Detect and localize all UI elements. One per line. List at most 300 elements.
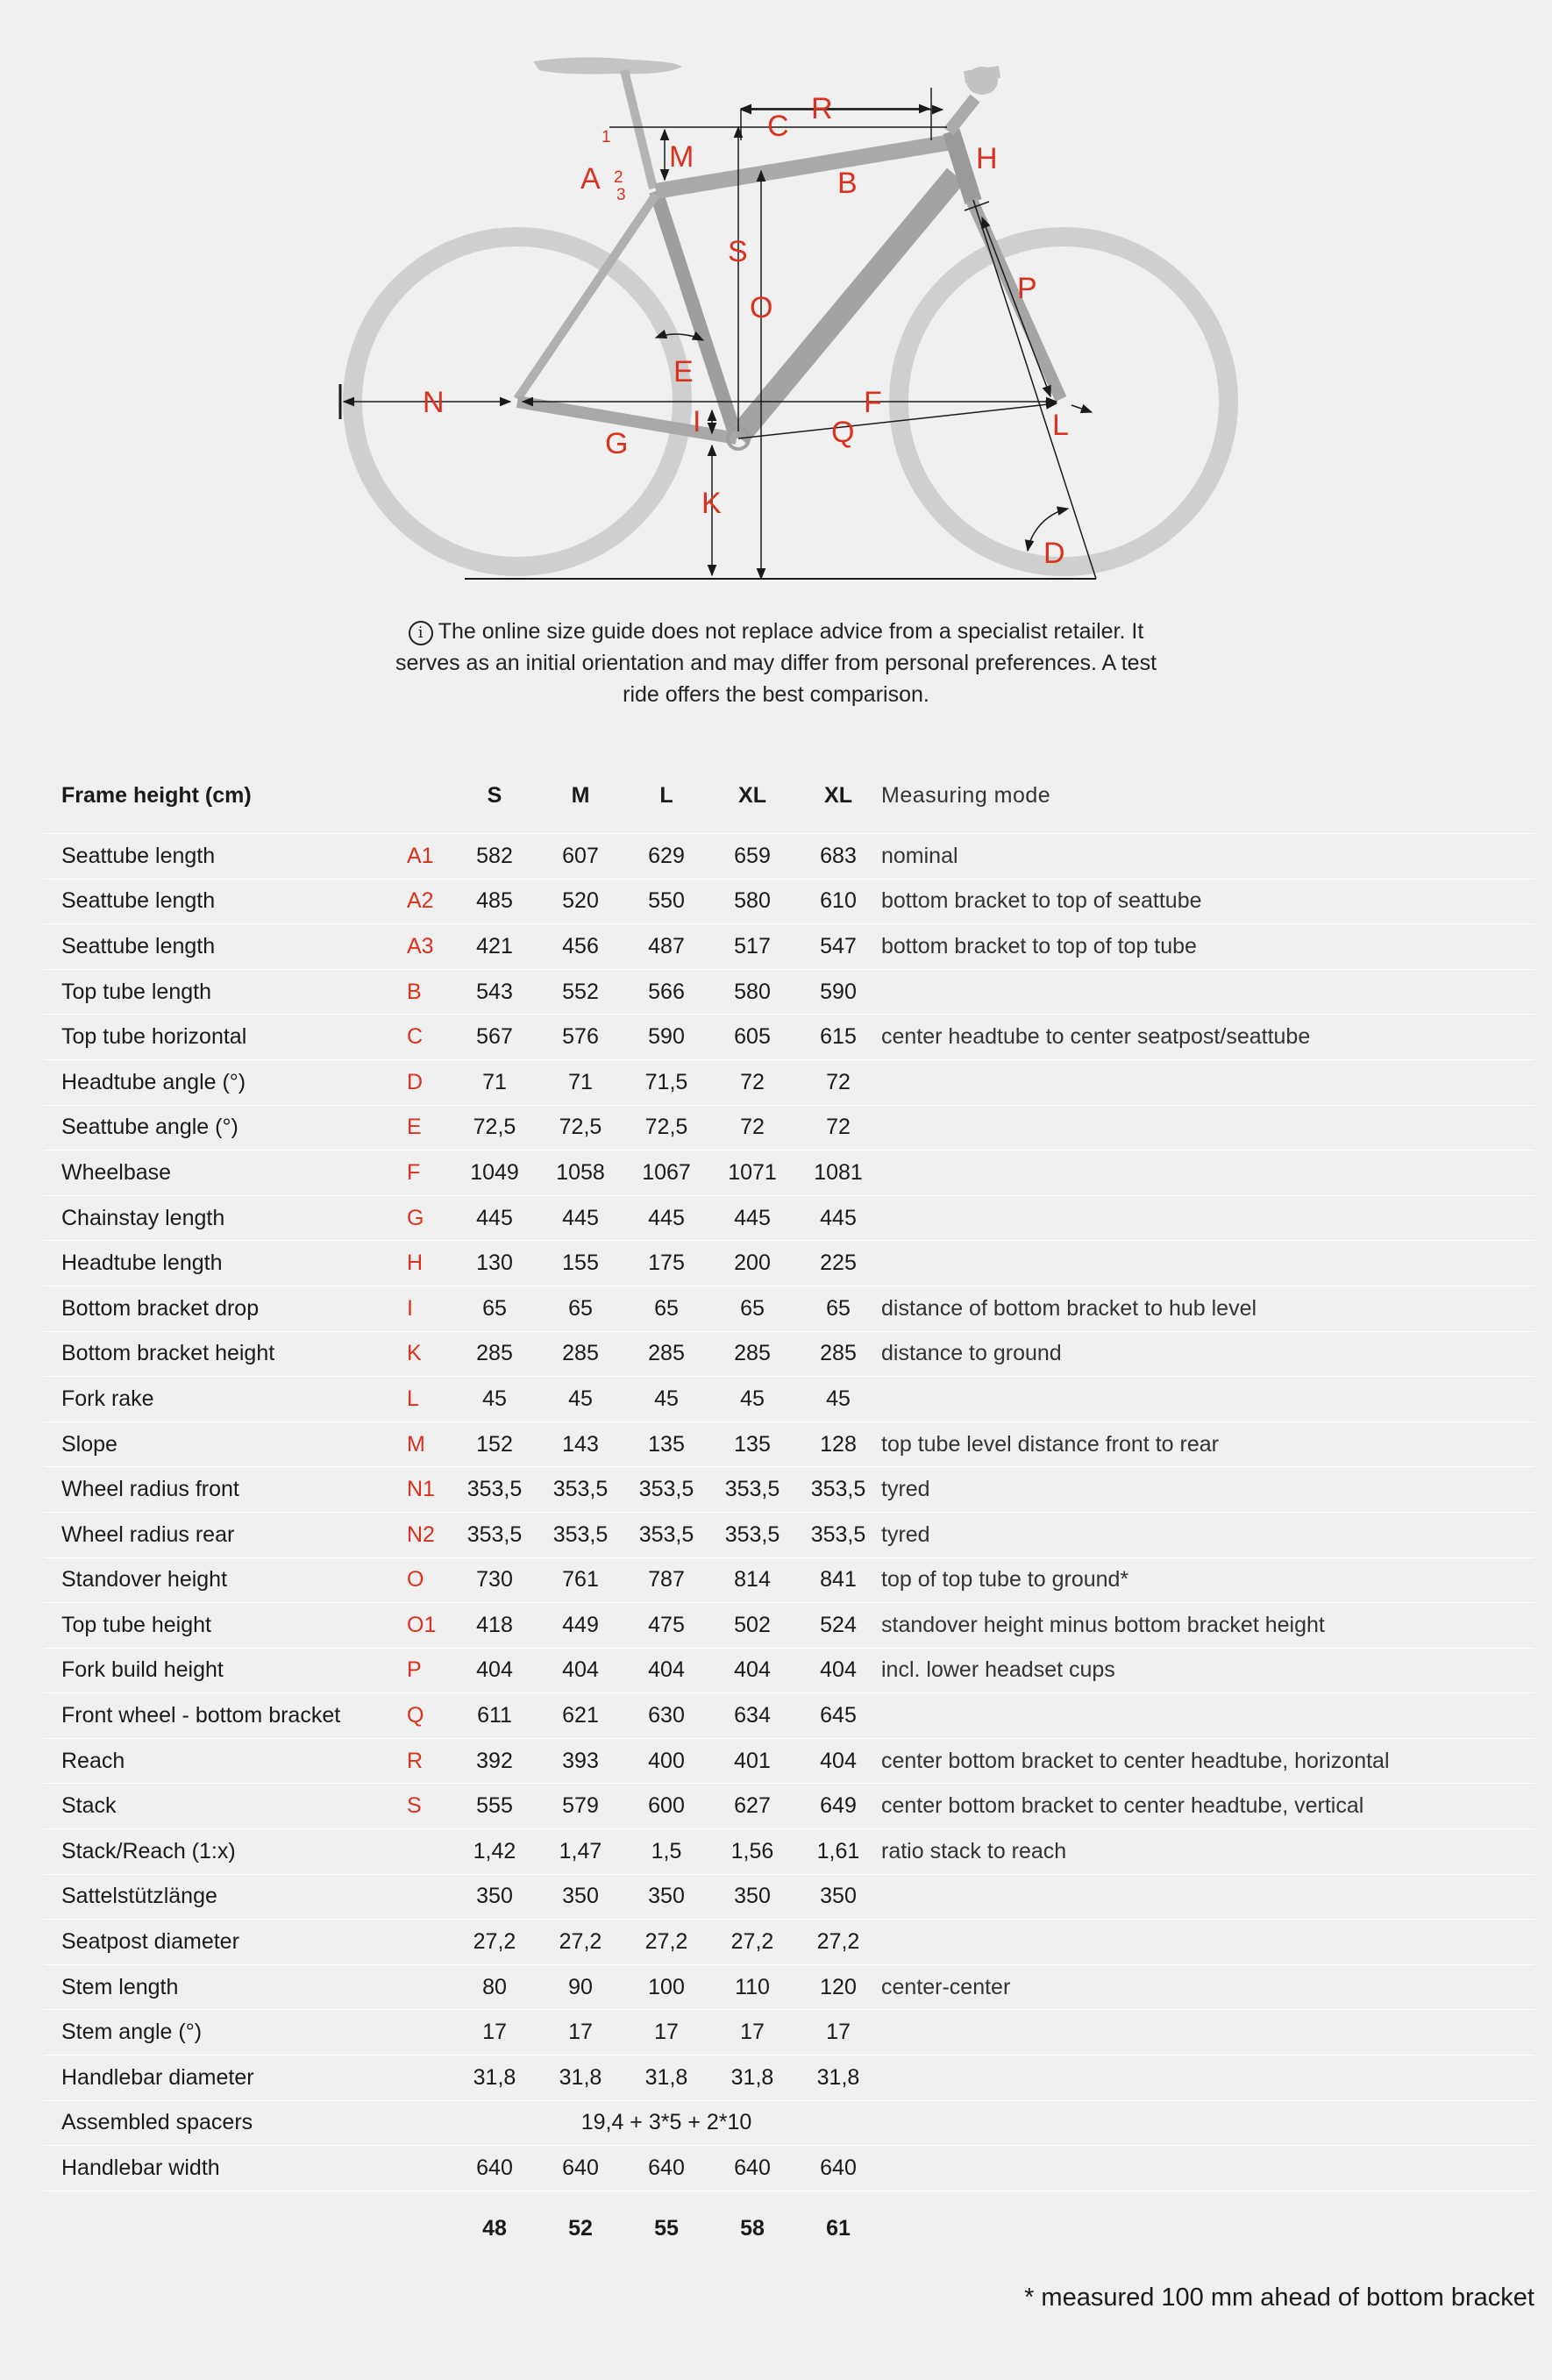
row-value: 65 xyxy=(538,1286,623,1331)
table-header-row xyxy=(44,758,1534,834)
row-label: Top tube horizontal xyxy=(44,1015,395,1060)
row-measuring-mode: distance of bottom bracket to hub level xyxy=(881,1286,1534,1331)
row-value: 27,2 xyxy=(452,1920,538,1965)
row-value: 1,56 xyxy=(709,1829,795,1875)
row-code: I xyxy=(395,1286,452,1331)
row-code: N2 xyxy=(395,1512,452,1557)
row-value: 683 xyxy=(795,834,881,880)
row-value: 392 xyxy=(452,1738,538,1784)
row-label: Handlebar diameter xyxy=(44,2056,395,2101)
table-row xyxy=(44,1015,1534,1060)
row-value: 65 xyxy=(795,1286,881,1331)
row-code: K xyxy=(395,1331,452,1377)
row-value: 1,42 xyxy=(452,1829,538,1875)
row-value: 576 xyxy=(538,1015,623,1060)
row-value: 640 xyxy=(795,2146,881,2191)
row-value: 1,5 xyxy=(623,1829,709,1875)
label-l: L xyxy=(1052,409,1069,442)
row-value: 353,5 xyxy=(452,1512,538,1557)
row-label: Top tube height xyxy=(44,1603,395,1649)
header-size: S xyxy=(487,782,502,808)
row-measuring-mode: bottom bracket to top of top tube xyxy=(881,924,1534,970)
row-code xyxy=(395,2146,452,2191)
notice-text: The online size guide does not replace advice from a specialist retailer. It serves as an initial orientation and may differ from personal preferences. A test ride offers the best comparison. xyxy=(395,619,1157,707)
table-row xyxy=(44,1603,1534,1649)
row-label: Wheel radius front xyxy=(44,1467,395,1513)
row-code xyxy=(395,1920,452,1965)
row-value: 353,5 xyxy=(709,1467,795,1513)
label-m: M xyxy=(669,140,694,174)
row-measuring-mode: incl. lower headset cups xyxy=(881,1648,1534,1693)
row-value: 1071 xyxy=(709,1151,795,1196)
row-value: 630 xyxy=(623,1693,709,1739)
row-value: 418 xyxy=(452,1603,538,1649)
row-label: Seattube length xyxy=(44,879,395,924)
row-value: 353,5 xyxy=(538,1467,623,1513)
row-label: Assembled spacers xyxy=(44,2100,395,2146)
row-value: 400 xyxy=(623,1738,709,1784)
row-measuring-mode xyxy=(881,1105,1534,1151)
row-code: F xyxy=(395,1151,452,1196)
row-code: A3 xyxy=(395,924,452,970)
table-row xyxy=(44,2010,1534,2056)
row-value: 72,5 xyxy=(623,1105,709,1151)
label-o: O xyxy=(750,291,773,324)
row-code: S xyxy=(395,1784,452,1829)
row-value: 17 xyxy=(623,2010,709,2056)
row-label: Handlebar width xyxy=(44,2146,395,2191)
row-measuring-mode xyxy=(881,1241,1534,1286)
row-value: 552 xyxy=(538,969,623,1015)
table-row xyxy=(44,1241,1534,1286)
row-code xyxy=(395,2056,452,2101)
table-row xyxy=(44,1784,1534,1829)
row-value: 65 xyxy=(623,1286,709,1331)
label-b: B xyxy=(837,167,858,200)
row-label: Headtube length xyxy=(44,1241,395,1286)
row-value: 350 xyxy=(795,1874,881,1920)
row-code: R xyxy=(395,1738,452,1784)
row-value: 155 xyxy=(538,1241,623,1286)
row-measuring-mode xyxy=(881,2056,1534,2101)
row-value: 393 xyxy=(538,1738,623,1784)
row-value: 621 xyxy=(538,1693,623,1739)
bike-geometry-diagram xyxy=(0,0,1552,596)
row-measuring-mode xyxy=(881,2010,1534,2056)
row-code: A2 xyxy=(395,879,452,924)
row-label: Sattelstützlänge xyxy=(44,1874,395,1920)
row-value: 285 xyxy=(623,1331,709,1377)
row-label: Top tube length xyxy=(44,969,395,1015)
row-value: 100 xyxy=(623,1964,709,2010)
label-h: H xyxy=(976,142,998,175)
row-value: 524 xyxy=(795,1603,881,1649)
row-code: B xyxy=(395,969,452,1015)
header-size: L xyxy=(659,782,673,808)
row-code: A1 xyxy=(395,834,452,880)
row-value: 543 xyxy=(452,969,538,1015)
row-value: 487 xyxy=(623,924,709,970)
table-row xyxy=(44,1648,1534,1693)
row-value: 285 xyxy=(452,1331,538,1377)
label-a-3: 3 xyxy=(616,186,626,204)
row-value: 547 xyxy=(795,924,881,970)
table-row xyxy=(44,969,1534,1015)
row-label: Seattube length xyxy=(44,924,395,970)
row-value: 135 xyxy=(709,1422,795,1467)
table-row xyxy=(44,2146,1534,2191)
row-label: Headtube angle (°) xyxy=(44,1059,395,1105)
label-k: K xyxy=(701,487,722,520)
row-value: 31,8 xyxy=(452,2056,538,2101)
row-measuring-mode xyxy=(881,1693,1534,1739)
row-value: 353,5 xyxy=(623,1512,709,1557)
row-value: 404 xyxy=(452,1648,538,1693)
row-value: 17 xyxy=(538,2010,623,2056)
row-code xyxy=(395,1964,452,2010)
row-value: 130 xyxy=(452,1241,538,1286)
row-measuring-mode xyxy=(881,2100,1534,2146)
row-code xyxy=(395,1874,452,1920)
row-value: 555 xyxy=(452,1784,538,1829)
row-label: Wheel radius rear xyxy=(44,1512,395,1557)
row-value: 350 xyxy=(452,1874,538,1920)
row-value: 600 xyxy=(623,1784,709,1829)
saddle xyxy=(533,57,682,74)
row-value: 627 xyxy=(709,1784,795,1829)
row-value: 27,2 xyxy=(709,1920,795,1965)
row-value: 502 xyxy=(709,1603,795,1649)
row-measuring-mode: top tube level distance front to rear xyxy=(881,1422,1534,1467)
table-row xyxy=(44,1693,1534,1739)
row-value: 17 xyxy=(709,2010,795,2056)
row-label: Fork build height xyxy=(44,1648,395,1693)
row-value: 640 xyxy=(623,2146,709,2191)
row-value: 590 xyxy=(623,1015,709,1060)
row-value: 401 xyxy=(709,1738,795,1784)
row-value: 645 xyxy=(795,1693,881,1739)
label-r: R xyxy=(811,92,833,125)
row-value: 445 xyxy=(538,1195,623,1241)
row-value: 17 xyxy=(452,2010,538,2056)
table-row xyxy=(44,2100,1534,2146)
row-value: 449 xyxy=(538,1603,623,1649)
row-code: N1 xyxy=(395,1467,452,1513)
row-value: 27,2 xyxy=(795,1920,881,1965)
row-value: 72,5 xyxy=(452,1105,538,1151)
row-value: 72 xyxy=(795,1105,881,1151)
row-measuring-mode xyxy=(881,1151,1534,1196)
row-value-span: 19,4 + 3*5 + 2*10 xyxy=(452,2100,881,2146)
row-value: 485 xyxy=(452,879,538,924)
table-row xyxy=(44,1467,1534,1513)
table-row xyxy=(44,1195,1534,1241)
table-row xyxy=(44,1829,1534,1875)
row-measuring-mode: nominal xyxy=(881,834,1534,880)
row-value: 71 xyxy=(452,1059,538,1105)
table-row xyxy=(44,1738,1534,1784)
row-value: 353,5 xyxy=(795,1467,881,1513)
row-measuring-mode: bottom bracket to top of seattube xyxy=(881,879,1534,924)
row-value: 814 xyxy=(709,1557,795,1603)
row-value: 45 xyxy=(795,1377,881,1422)
row-value: 404 xyxy=(795,1738,881,1784)
row-value: 45 xyxy=(452,1377,538,1422)
row-value: 445 xyxy=(709,1195,795,1241)
row-code: Q xyxy=(395,1693,452,1739)
row-value: 225 xyxy=(795,1241,881,1286)
row-value: 353,5 xyxy=(623,1467,709,1513)
row-value: 605 xyxy=(709,1015,795,1060)
row-value: 200 xyxy=(709,1241,795,1286)
row-value: 45 xyxy=(538,1377,623,1422)
table-footer-row xyxy=(44,2191,1534,2267)
row-value: 285 xyxy=(709,1331,795,1377)
geometry-table xyxy=(44,758,1534,2267)
size-guide-notice xyxy=(381,616,1171,710)
row-measuring-mode xyxy=(881,1874,1534,1920)
footer-size: 52 xyxy=(538,2191,623,2267)
row-value: 45 xyxy=(623,1377,709,1422)
footer-size: 55 xyxy=(623,2191,709,2267)
label-e: E xyxy=(673,355,694,388)
row-value: 475 xyxy=(623,1603,709,1649)
row-value: 45 xyxy=(709,1377,795,1422)
row-value: 350 xyxy=(709,1874,795,1920)
label-a-1: 1 xyxy=(602,128,611,146)
row-measuring-mode xyxy=(881,1920,1534,1965)
row-value: 640 xyxy=(538,2146,623,2191)
footer-size: 48 xyxy=(452,2191,538,2267)
top-tube xyxy=(656,142,951,191)
label-s: S xyxy=(728,235,748,268)
table-row xyxy=(44,1557,1534,1603)
footnote: * measured 100 mm ahead of bottom bracket xyxy=(1024,2284,1534,2312)
row-measuring-mode xyxy=(881,2146,1534,2191)
header-measuring-mode: Measuring mode xyxy=(881,782,1051,808)
row-value: 404 xyxy=(709,1648,795,1693)
row-value: 65 xyxy=(452,1286,538,1331)
table-row xyxy=(44,879,1534,924)
row-value: 640 xyxy=(452,2146,538,2191)
header-size: M xyxy=(571,782,590,808)
row-code: O xyxy=(395,1557,452,1603)
row-value: 580 xyxy=(709,879,795,924)
row-value: 404 xyxy=(795,1648,881,1693)
row-value: 607 xyxy=(538,834,623,880)
table-row xyxy=(44,1151,1534,1196)
seatpost xyxy=(624,70,653,189)
row-code: M xyxy=(395,1422,452,1467)
row-value: 31,8 xyxy=(538,2056,623,2101)
row-code xyxy=(395,1829,452,1875)
row-value: 285 xyxy=(538,1331,623,1377)
row-value: 566 xyxy=(623,969,709,1015)
table-row xyxy=(44,1422,1534,1467)
header-code xyxy=(395,758,452,834)
row-value: 1081 xyxy=(795,1151,881,1196)
table-row xyxy=(44,2056,1534,2101)
row-value: 580 xyxy=(709,969,795,1015)
row-measuring-mode: center bottom bracket to center headtube, horizontal xyxy=(881,1738,1534,1784)
row-value: 550 xyxy=(623,879,709,924)
row-value: 353,5 xyxy=(795,1512,881,1557)
table-row xyxy=(44,1512,1534,1557)
label-a: A xyxy=(580,162,601,196)
row-value: 80 xyxy=(452,1964,538,2010)
label-a-2: 2 xyxy=(614,168,623,187)
row-value: 787 xyxy=(623,1557,709,1603)
row-value: 659 xyxy=(709,834,795,880)
row-value: 640 xyxy=(709,2146,795,2191)
info-icon: i xyxy=(409,621,433,645)
row-code: D xyxy=(395,1059,452,1105)
row-value: 404 xyxy=(538,1648,623,1693)
row-value: 610 xyxy=(795,879,881,924)
label-g: G xyxy=(605,427,629,460)
row-measuring-mode: ratio stack to reach xyxy=(881,1829,1534,1875)
row-code: L xyxy=(395,1377,452,1422)
label-c: C xyxy=(767,110,789,143)
row-label: Seatpost diameter xyxy=(44,1920,395,1965)
row-value: 72 xyxy=(709,1059,795,1105)
row-measuring-mode: center bottom bracket to center headtube, vertical xyxy=(881,1784,1534,1829)
row-value: 611 xyxy=(452,1693,538,1739)
row-value: 120 xyxy=(795,1964,881,2010)
row-value: 634 xyxy=(709,1693,795,1739)
row-value: 285 xyxy=(795,1331,881,1377)
row-value: 629 xyxy=(623,834,709,880)
row-value: 71 xyxy=(538,1059,623,1105)
row-value: 175 xyxy=(623,1241,709,1286)
row-label: Wheelbase xyxy=(44,1151,395,1196)
label-q: Q xyxy=(831,416,855,449)
row-value: 353,5 xyxy=(538,1512,623,1557)
row-code xyxy=(395,2010,452,2056)
row-value: 1,61 xyxy=(795,1829,881,1875)
row-value: 31,8 xyxy=(709,2056,795,2101)
header-size: XL xyxy=(738,782,766,808)
row-measuring-mode: center-center xyxy=(881,1964,1534,2010)
table-row xyxy=(44,1920,1534,1965)
row-label: Fork rake xyxy=(44,1377,395,1422)
row-measuring-mode xyxy=(881,969,1534,1015)
row-label: Seattube length xyxy=(44,834,395,880)
row-value: 445 xyxy=(452,1195,538,1241)
label-p: P xyxy=(1017,272,1037,305)
row-value: 128 xyxy=(795,1422,881,1467)
row-measuring-mode xyxy=(881,1377,1534,1422)
row-value: 31,8 xyxy=(795,2056,881,2101)
table-row xyxy=(44,1059,1534,1105)
table-row xyxy=(44,924,1534,970)
row-value: 649 xyxy=(795,1784,881,1829)
label-n: N xyxy=(423,386,445,419)
row-code: G xyxy=(395,1195,452,1241)
row-label: Stem angle (°) xyxy=(44,2010,395,2056)
row-value: 27,2 xyxy=(538,1920,623,1965)
label-f: F xyxy=(864,386,882,419)
header-frame-height: Frame height (cm) xyxy=(61,782,252,808)
label-i: I xyxy=(693,405,701,438)
row-value: 65 xyxy=(709,1286,795,1331)
row-value: 353,5 xyxy=(709,1512,795,1557)
row-label: Seattube angle (°) xyxy=(44,1105,395,1151)
row-label: Front wheel - bottom bracket xyxy=(44,1693,395,1739)
table-row xyxy=(44,1105,1534,1151)
row-value: 72 xyxy=(795,1059,881,1105)
footer-size: 61 xyxy=(795,2191,881,2267)
row-value: 135 xyxy=(623,1422,709,1467)
row-measuring-mode xyxy=(881,1059,1534,1105)
row-measuring-mode: distance to ground xyxy=(881,1331,1534,1377)
row-code: O1 xyxy=(395,1603,452,1649)
row-label: Slope xyxy=(44,1422,395,1467)
table-row xyxy=(44,1286,1534,1331)
row-value: 27,2 xyxy=(623,1920,709,1965)
row-measuring-mode: center headtube to center seatpost/seattube xyxy=(881,1015,1534,1060)
row-label: Bottom bracket drop xyxy=(44,1286,395,1331)
row-value: 143 xyxy=(538,1422,623,1467)
row-label: Stack/Reach (1:x) xyxy=(44,1829,395,1875)
table-row xyxy=(44,1874,1534,1920)
row-value: 71,5 xyxy=(623,1059,709,1105)
row-value: 517 xyxy=(709,924,795,970)
row-value: 1,47 xyxy=(538,1829,623,1875)
row-value: 72,5 xyxy=(538,1105,623,1151)
label-d: D xyxy=(1043,537,1065,570)
row-value: 615 xyxy=(795,1015,881,1060)
row-value: 350 xyxy=(623,1874,709,1920)
row-value: 1058 xyxy=(538,1151,623,1196)
row-value: 90 xyxy=(538,1964,623,2010)
row-value: 730 xyxy=(452,1557,538,1603)
row-code: P xyxy=(395,1648,452,1693)
row-value: 445 xyxy=(795,1195,881,1241)
row-value: 72 xyxy=(709,1105,795,1151)
row-value: 567 xyxy=(452,1015,538,1060)
header-size: XL xyxy=(824,782,852,808)
row-value: 761 xyxy=(538,1557,623,1603)
row-label: Bottom bracket height xyxy=(44,1331,395,1377)
table-row xyxy=(44,834,1534,880)
row-value: 353,5 xyxy=(452,1467,538,1513)
row-value: 152 xyxy=(452,1422,538,1467)
row-value: 841 xyxy=(795,1557,881,1603)
row-value: 110 xyxy=(709,1964,795,2010)
row-measuring-mode: tyred xyxy=(881,1512,1534,1557)
row-value: 579 xyxy=(538,1784,623,1829)
row-value: 520 xyxy=(538,879,623,924)
table-row xyxy=(44,1377,1534,1422)
row-label: Stack xyxy=(44,1784,395,1829)
row-value: 590 xyxy=(795,969,881,1015)
row-value: 404 xyxy=(623,1648,709,1693)
row-code xyxy=(395,2100,452,2146)
table-row xyxy=(44,1331,1534,1377)
row-label: Stem length xyxy=(44,1964,395,2010)
row-label: Standover height xyxy=(44,1557,395,1603)
row-label: Chainstay length xyxy=(44,1195,395,1241)
row-value: 445 xyxy=(623,1195,709,1241)
row-measuring-mode: tyred xyxy=(881,1467,1534,1513)
row-measuring-mode: top of top tube to ground* xyxy=(881,1557,1534,1603)
row-measuring-mode xyxy=(881,1195,1534,1241)
row-value: 582 xyxy=(452,834,538,880)
row-value: 421 xyxy=(452,924,538,970)
row-value: 17 xyxy=(795,2010,881,2056)
stem xyxy=(949,98,975,132)
